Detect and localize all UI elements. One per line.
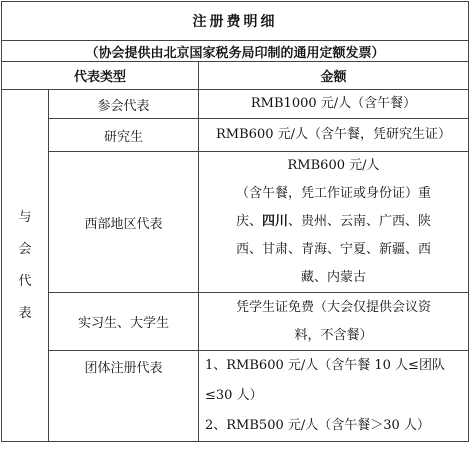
amount-line: RMB600 元/人 <box>287 158 380 173</box>
amount-text: 庆、 <box>235 214 262 229</box>
row-type: 实习生、大学生 <box>49 293 199 351</box>
amount-text: 、贵州、云南、广西、陕 <box>288 214 432 229</box>
group-label <box>2 90 49 442</box>
row-amount: RMB600 元/人（含午餐，凭研究生证） <box>199 119 469 152</box>
table-subtitle: （协会提供由北京国家税务局印制的通用定额发票） <box>2 41 469 62</box>
row-type: 西部地区代表 <box>49 152 199 293</box>
table-title: 注册费明细 <box>2 2 469 41</box>
group-char: 会 <box>18 241 32 257</box>
row-type: 研究生 <box>49 119 199 152</box>
row-amount <box>199 351 469 442</box>
amount-line: 西、甘肃、青海、宁夏、新疆、西 <box>236 242 432 257</box>
row-type: 团体注册代表 <box>49 351 199 442</box>
amount-line: 料，不含餐） <box>294 327 373 343</box>
amount-line: 1、RMB600 元/人（含午餐 10 人≤团队 <box>205 358 445 373</box>
row-amount <box>199 293 469 351</box>
row-type: 参会代表 <box>49 90 199 119</box>
row-amount <box>199 152 469 293</box>
amount-line: 凭学生证免费（大会仅提供会议资 <box>236 299 432 315</box>
group-char: 代 <box>18 273 32 289</box>
group-char: 与 <box>18 209 32 225</box>
amount-line <box>203 208 464 236</box>
header-amount: 金额 <box>199 62 469 90</box>
amount-bold: 四川 <box>262 214 289 229</box>
row-amount: RMB1000 元/人（含午餐） <box>199 90 469 119</box>
amount-line: 藏、内蒙古 <box>301 270 367 285</box>
amount-line: （含午餐，凭工作证或身份证）重 <box>236 186 432 201</box>
amount-line: 2、RMB500 元/人（含午餐＞30 人） <box>205 418 430 433</box>
header-type: 代表类型 <box>2 62 199 90</box>
amount-line: ≤30 人） <box>205 388 263 403</box>
group-char: 表 <box>18 305 32 321</box>
fee-table <box>1 1 469 442</box>
